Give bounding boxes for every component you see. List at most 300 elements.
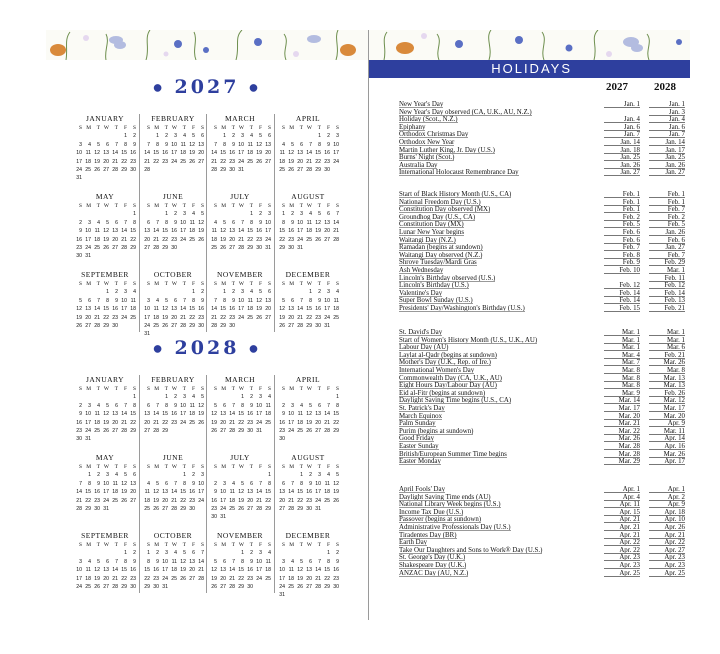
day-cell: 30 <box>288 245 294 252</box>
day-cell: 21 <box>121 419 127 426</box>
day-cell: 15 <box>220 306 226 313</box>
day-cell <box>92 549 101 557</box>
month-calendar <box>142 531 204 591</box>
month-calendar <box>142 114 204 174</box>
holiday-date-2027: Mar. 7 <box>604 359 640 367</box>
day-cell: 6 <box>232 219 235 226</box>
day-cell: 26 <box>256 158 262 165</box>
day-cell: 30 <box>256 245 262 252</box>
day-cell <box>92 210 101 218</box>
month-name: DECEMBER <box>285 270 331 279</box>
day-grid <box>277 385 339 444</box>
month-calendar <box>74 270 136 330</box>
day-cell: 6 <box>250 480 253 487</box>
day-cell: 22 <box>130 236 136 243</box>
day-cell: 3 <box>79 558 82 565</box>
day-cell: 10 <box>85 411 91 418</box>
holiday-date-2028: Jan. 17 <box>649 147 685 155</box>
day-cell: 7 <box>259 480 262 487</box>
day-cell: 27 <box>198 158 204 165</box>
holiday-name: New Year's Day observed (CA, U.K., AU, N.Z.) <box>399 108 532 116</box>
day-cell: 4 <box>97 219 100 226</box>
day-cell: 11 <box>229 489 235 496</box>
day-cell: 10 <box>171 141 177 148</box>
day-cell: 26 <box>315 236 321 243</box>
day-cell: 18 <box>189 228 195 235</box>
day-cell <box>277 471 286 479</box>
day-cell <box>254 471 263 479</box>
day-cell: 20 <box>265 306 271 313</box>
holiday-date-2028: Apr. 14 <box>649 435 685 443</box>
day-cell: 16 <box>247 567 253 574</box>
day-cell: 5 <box>336 472 339 479</box>
day-cell <box>304 132 313 140</box>
day-cell: 8 <box>268 480 271 487</box>
day-cell <box>218 549 227 557</box>
weekday-label: T <box>114 281 118 287</box>
day-cell: 2 <box>174 211 177 218</box>
day-cell: 29 <box>162 245 168 252</box>
month-name: SEPTEMBER <box>81 270 129 279</box>
day-cell: 1 <box>250 211 253 218</box>
day-cell: 10 <box>315 480 321 487</box>
day-cell: 17 <box>279 575 285 582</box>
weekday-label: S <box>336 542 339 548</box>
day-cell: 20 <box>279 497 285 504</box>
day-cell: 9 <box>291 219 294 226</box>
day-cell: 8 <box>147 558 150 565</box>
day-cell: 28 <box>229 428 235 435</box>
month-name: MAY <box>95 453 115 462</box>
day-cell: 18 <box>94 236 100 243</box>
planner-spread <box>46 30 690 620</box>
day-cell: 28 <box>306 167 312 174</box>
day-cell: 18 <box>144 497 150 504</box>
day-cell: 26 <box>211 584 217 591</box>
holiday-name: Easter Monday <box>399 458 441 466</box>
holiday-name: Australia Day <box>399 161 438 169</box>
day-cell: 25 <box>171 575 177 582</box>
day-cell: 3 <box>318 472 321 479</box>
day-cell: 3 <box>259 394 262 401</box>
day-cell: 23 <box>247 419 253 426</box>
weekday-label: T <box>96 125 100 131</box>
day-cell: 12 <box>103 411 109 418</box>
holiday-row <box>399 435 685 443</box>
day-cell: 21 <box>153 236 159 243</box>
day-cell: 15 <box>333 411 339 418</box>
holiday-row <box>399 397 685 405</box>
holiday-date-2028: Jan. 14 <box>649 139 685 147</box>
holiday-row <box>399 282 685 290</box>
day-cell: 13 <box>297 150 303 157</box>
day-cell: 27 <box>229 245 235 252</box>
holiday-name: Daylight Saving Time begins (U.S., CA) <box>399 397 512 405</box>
day-cell: 21 <box>198 567 204 574</box>
day-cell: 15 <box>162 411 168 418</box>
day-cell: 14 <box>121 411 127 418</box>
day-cell: 13 <box>220 567 226 574</box>
weekday-label: T <box>317 125 321 131</box>
day-cell: 24 <box>238 314 244 321</box>
day-cell: 30 <box>211 514 217 521</box>
weekday-label: T <box>299 125 303 131</box>
day-cell: 4 <box>88 141 91 148</box>
day-cell: 27 <box>189 575 195 582</box>
weekday-label: T <box>231 386 235 392</box>
weekday-label: T <box>182 125 186 131</box>
holiday-date-2028: Apr. 10 <box>649 516 685 524</box>
day-cell: 10 <box>121 297 127 304</box>
day-cell: 30 <box>229 323 235 330</box>
holiday-row <box>399 413 685 421</box>
holiday-date-2028: Feb. 1 <box>649 199 685 207</box>
holiday-row <box>399 252 685 260</box>
day-cell: 30 <box>198 323 204 330</box>
day-cell <box>209 393 218 401</box>
holiday-name: Valentine's Day <box>399 289 443 297</box>
day-cell: 19 <box>121 489 127 496</box>
day-cell: 19 <box>315 228 321 235</box>
day-cell: 15 <box>121 150 127 157</box>
holiday-date-2027: Feb. 1 <box>604 199 640 207</box>
holiday-name: Labour Day (AU) <box>399 344 449 352</box>
holiday-date-2027: Mar. 1 <box>604 329 640 337</box>
day-cell: 29 <box>180 506 186 513</box>
day-cell: 15 <box>279 228 285 235</box>
day-cell: 23 <box>256 236 262 243</box>
holiday-row <box>399 147 685 155</box>
day-cell: 19 <box>103 236 109 243</box>
holiday-name: Presidents' Day/Washington's Birthday (U.S.) <box>399 305 525 312</box>
holiday-date-2028: Mar. 26 <box>649 451 685 459</box>
year-heading-2028: ● 2028 ● <box>153 337 261 359</box>
day-cell: 29 <box>238 584 244 591</box>
holiday-row <box>399 275 685 283</box>
day-cell: 24 <box>288 428 294 435</box>
day-cell <box>209 549 218 557</box>
holiday-name: Start of Women's History Month (U.S., U.K., AU) <box>399 336 538 344</box>
day-cell: 26 <box>180 575 186 582</box>
holiday-date-2028: Feb. 12 <box>649 282 685 290</box>
weekday-label: T <box>182 203 186 209</box>
weekday-label: T <box>249 464 253 470</box>
day-cell: 14 <box>211 306 217 313</box>
day-grid <box>74 385 136 444</box>
day-cell: 20 <box>265 150 271 157</box>
day-cell: 1 <box>268 472 271 479</box>
weekday-label: S <box>133 281 136 287</box>
weekday-label: M <box>154 464 159 470</box>
day-cell: 28 <box>198 575 204 582</box>
day-cell: 6 <box>282 480 285 487</box>
holiday-date-2028: Apr. 22 <box>649 539 685 547</box>
day-cell: 22 <box>279 236 285 243</box>
weekday-label: T <box>299 281 303 287</box>
day-cell: 6 <box>201 133 204 140</box>
day-cell: 10 <box>180 402 186 409</box>
day-cell <box>236 210 245 218</box>
weekday-label: S <box>336 464 339 470</box>
day-cell: 8 <box>318 141 321 148</box>
day-cell: 25 <box>324 497 330 504</box>
day-cell <box>286 132 295 140</box>
holiday-date-2027: Apr. 22 <box>604 539 640 547</box>
day-cell: 15 <box>162 228 168 235</box>
day-cell: 22 <box>220 158 226 165</box>
day-cell: 28 <box>180 323 186 330</box>
day-cell: 11 <box>189 402 195 409</box>
day-cell: 29 <box>279 245 285 252</box>
day-cell <box>245 471 254 479</box>
weekday-label: F <box>259 125 262 131</box>
day-cell: 5 <box>318 211 321 218</box>
day-cell: 11 <box>324 480 330 487</box>
holiday-row <box>399 486 685 494</box>
holiday-date-2028: Feb. 1 <box>649 191 685 199</box>
holiday-date-2027: Mar. 9 <box>604 390 640 398</box>
day-cell: 20 <box>297 158 303 165</box>
month-name: APRIL <box>295 375 321 384</box>
day-cell <box>119 393 128 401</box>
day-cell: 1 <box>223 133 226 140</box>
day-cell: 17 <box>85 419 91 426</box>
holiday-name: Lincoln's Birthday observed (U.S.) <box>399 274 496 282</box>
day-cell: 14 <box>112 567 118 574</box>
weekday-label: W <box>103 386 109 392</box>
day-cell: 5 <box>282 297 285 304</box>
day-cell: 30 <box>306 506 312 513</box>
holiday-date-2028: Jan. 26 <box>649 229 685 237</box>
day-cell: 28 <box>288 506 294 513</box>
day-cell: 31 <box>238 167 244 174</box>
day-cell: 15 <box>297 489 303 496</box>
day-grid <box>74 124 136 183</box>
day-cell: 6 <box>115 402 118 409</box>
day-cell: 25 <box>297 428 303 435</box>
holiday-date-2027: Jan. 27 <box>604 169 640 177</box>
weekday-label: M <box>86 542 91 548</box>
day-cell: 15 <box>153 150 159 157</box>
day-cell <box>110 549 119 557</box>
holiday-date-2028: Apr. 2 <box>649 494 685 502</box>
day-cell: 3 <box>336 133 339 140</box>
day-cell: 10 <box>162 558 168 565</box>
weekday-label: T <box>317 464 321 470</box>
day-cell: 29 <box>162 428 168 435</box>
day-cell: 10 <box>288 411 294 418</box>
day-cell: 17 <box>85 236 91 243</box>
day-cell: 19 <box>76 314 82 321</box>
day-cell: 22 <box>189 314 195 321</box>
weekday-label: W <box>171 542 177 548</box>
weekday-label: T <box>182 464 186 470</box>
weekday-label: T <box>164 125 168 131</box>
day-cell: 27 <box>247 506 253 513</box>
day-cell <box>209 288 218 296</box>
day-cell: 27 <box>112 428 118 435</box>
day-cell <box>151 471 160 479</box>
weekday-label: W <box>306 125 312 131</box>
day-cell: 10 <box>333 141 339 148</box>
holiday-row <box>399 562 685 570</box>
day-cell: 28 <box>121 428 127 435</box>
day-cell <box>218 210 227 218</box>
weekday-label: T <box>231 281 235 287</box>
day-cell: 31 <box>103 506 109 513</box>
day-cell: 30 <box>94 506 100 513</box>
holiday-date-2028: Mar. 8 <box>649 367 685 375</box>
holiday-row <box>399 382 685 390</box>
day-cell: 14 <box>238 228 244 235</box>
day-cell: 11 <box>144 489 150 496</box>
holiday-date-2027: Mar. 17 <box>604 405 640 413</box>
day-cell <box>227 210 236 218</box>
day-cell: 16 <box>153 567 159 574</box>
day-cell: 1 <box>327 550 330 557</box>
day-cell: 31 <box>144 331 150 338</box>
weekday-label: M <box>86 386 91 392</box>
month-name: MAY <box>95 192 115 201</box>
weekday-label: T <box>114 464 118 470</box>
holiday-date-2028: Apr. 23 <box>649 562 685 570</box>
day-cell: 27 <box>220 428 226 435</box>
day-cell: 29 <box>247 245 253 252</box>
day-cell: 1 <box>124 550 127 557</box>
holiday-row <box>399 428 685 436</box>
day-cell: 16 <box>288 228 294 235</box>
day-cell: 23 <box>315 314 321 321</box>
month-calendar <box>277 375 339 444</box>
day-cell: 9 <box>318 297 321 304</box>
day-cell: 5 <box>156 480 159 487</box>
day-cell: 10 <box>238 141 244 148</box>
day-cell: 12 <box>103 228 109 235</box>
holiday-name: International Women's Day <box>399 367 475 374</box>
day-cell: 20 <box>130 489 136 496</box>
holiday-row <box>399 191 685 199</box>
holiday-row <box>399 554 685 562</box>
day-cell: 15 <box>265 489 271 496</box>
day-cell: 11 <box>265 558 271 565</box>
day-cell: 17 <box>76 575 82 582</box>
day-cell: 13 <box>103 567 109 574</box>
day-cell: 3 <box>165 550 168 557</box>
day-cell: 28 <box>315 584 321 591</box>
day-cell: 26 <box>297 584 303 591</box>
holiday-date-2027: Feb. 5 <box>604 221 640 229</box>
day-cell: 10 <box>265 219 271 226</box>
day-cell: 16 <box>229 150 235 157</box>
day-cell: 30 <box>333 584 339 591</box>
day-cell <box>74 393 83 401</box>
holiday-date-2028: Feb. 29 <box>649 259 685 267</box>
day-cell: 17 <box>297 228 303 235</box>
holiday-date-2028: Feb. 5 <box>649 221 685 229</box>
holiday-date-2027: Feb. 1 <box>604 191 640 199</box>
weekday-label: T <box>299 464 303 470</box>
day-cell: 12 <box>94 150 100 157</box>
day-cell: 26 <box>256 314 262 321</box>
holiday-date-2027: Apr. 22 <box>604 547 640 555</box>
day-cell: 8 <box>133 402 136 409</box>
day-cell: 3 <box>223 480 226 487</box>
day-cell: 26 <box>306 428 312 435</box>
day-cell: 1 <box>133 211 136 218</box>
day-cell: 22 <box>238 575 244 582</box>
weekday-label: T <box>164 386 168 392</box>
day-cell: 23 <box>279 428 285 435</box>
day-cell: 19 <box>288 158 294 165</box>
holiday-row <box>399 124 685 132</box>
day-cell: 20 <box>103 575 109 582</box>
day-cell <box>74 549 83 557</box>
day-cell: 30 <box>76 436 82 443</box>
day-cell: 28 <box>94 323 100 330</box>
day-cell: 12 <box>211 411 217 418</box>
weekday-label: W <box>103 281 109 287</box>
day-grid <box>74 541 136 591</box>
day-cell: 18 <box>324 489 330 496</box>
weekday-label: F <box>259 386 262 392</box>
day-grid <box>142 385 204 435</box>
holiday-date-2027: Mar. 1 <box>604 337 640 345</box>
day-grid <box>277 202 339 252</box>
weekday-label: S <box>133 125 136 131</box>
holiday-row <box>399 337 685 345</box>
weekday-label: W <box>103 125 109 131</box>
day-cell: 11 <box>94 228 100 235</box>
day-cell: 25 <box>85 167 91 174</box>
day-cell: 18 <box>85 575 91 582</box>
weekday-label: S <box>214 464 217 470</box>
weekday-label: S <box>201 386 204 392</box>
day-cell: 13 <box>112 411 118 418</box>
day-cell: 28 <box>324 428 330 435</box>
month-name: SEPTEMBER <box>81 531 129 540</box>
day-grid <box>74 463 136 513</box>
day-cell <box>83 549 92 557</box>
holiday-name: April Fools' Day <box>399 486 446 493</box>
day-cell: 29 <box>265 506 271 513</box>
day-cell: 8 <box>106 297 109 304</box>
day-cell: 23 <box>198 314 204 321</box>
day-cell <box>83 393 92 401</box>
holiday-date-2028: Feb. 21 <box>649 305 685 313</box>
holidays-banner <box>369 60 690 78</box>
day-cell: 19 <box>306 419 312 426</box>
holiday-name: Groundhog Day (U.S., CA) <box>399 213 476 221</box>
weekday-label: S <box>147 203 150 209</box>
day-cell: 10 <box>103 480 109 487</box>
day-cell <box>160 288 169 296</box>
weekday-label: W <box>306 203 312 209</box>
day-cell: 7 <box>318 558 321 565</box>
day-cell: 24 <box>76 584 82 591</box>
day-cell: 21 <box>324 419 330 426</box>
day-cell: 6 <box>115 219 118 226</box>
holiday-row <box>399 352 685 360</box>
month-calendar <box>277 270 339 330</box>
day-cell: 24 <box>333 158 339 165</box>
day-cell: 9 <box>133 141 136 148</box>
day-cell: 29 <box>315 167 321 174</box>
day-cell <box>74 132 83 140</box>
weekday-label: W <box>103 203 109 209</box>
day-cell: 27 <box>306 584 312 591</box>
holiday-date-2027: Mar. 22 <box>604 428 640 436</box>
day-cell: 23 <box>153 575 159 582</box>
